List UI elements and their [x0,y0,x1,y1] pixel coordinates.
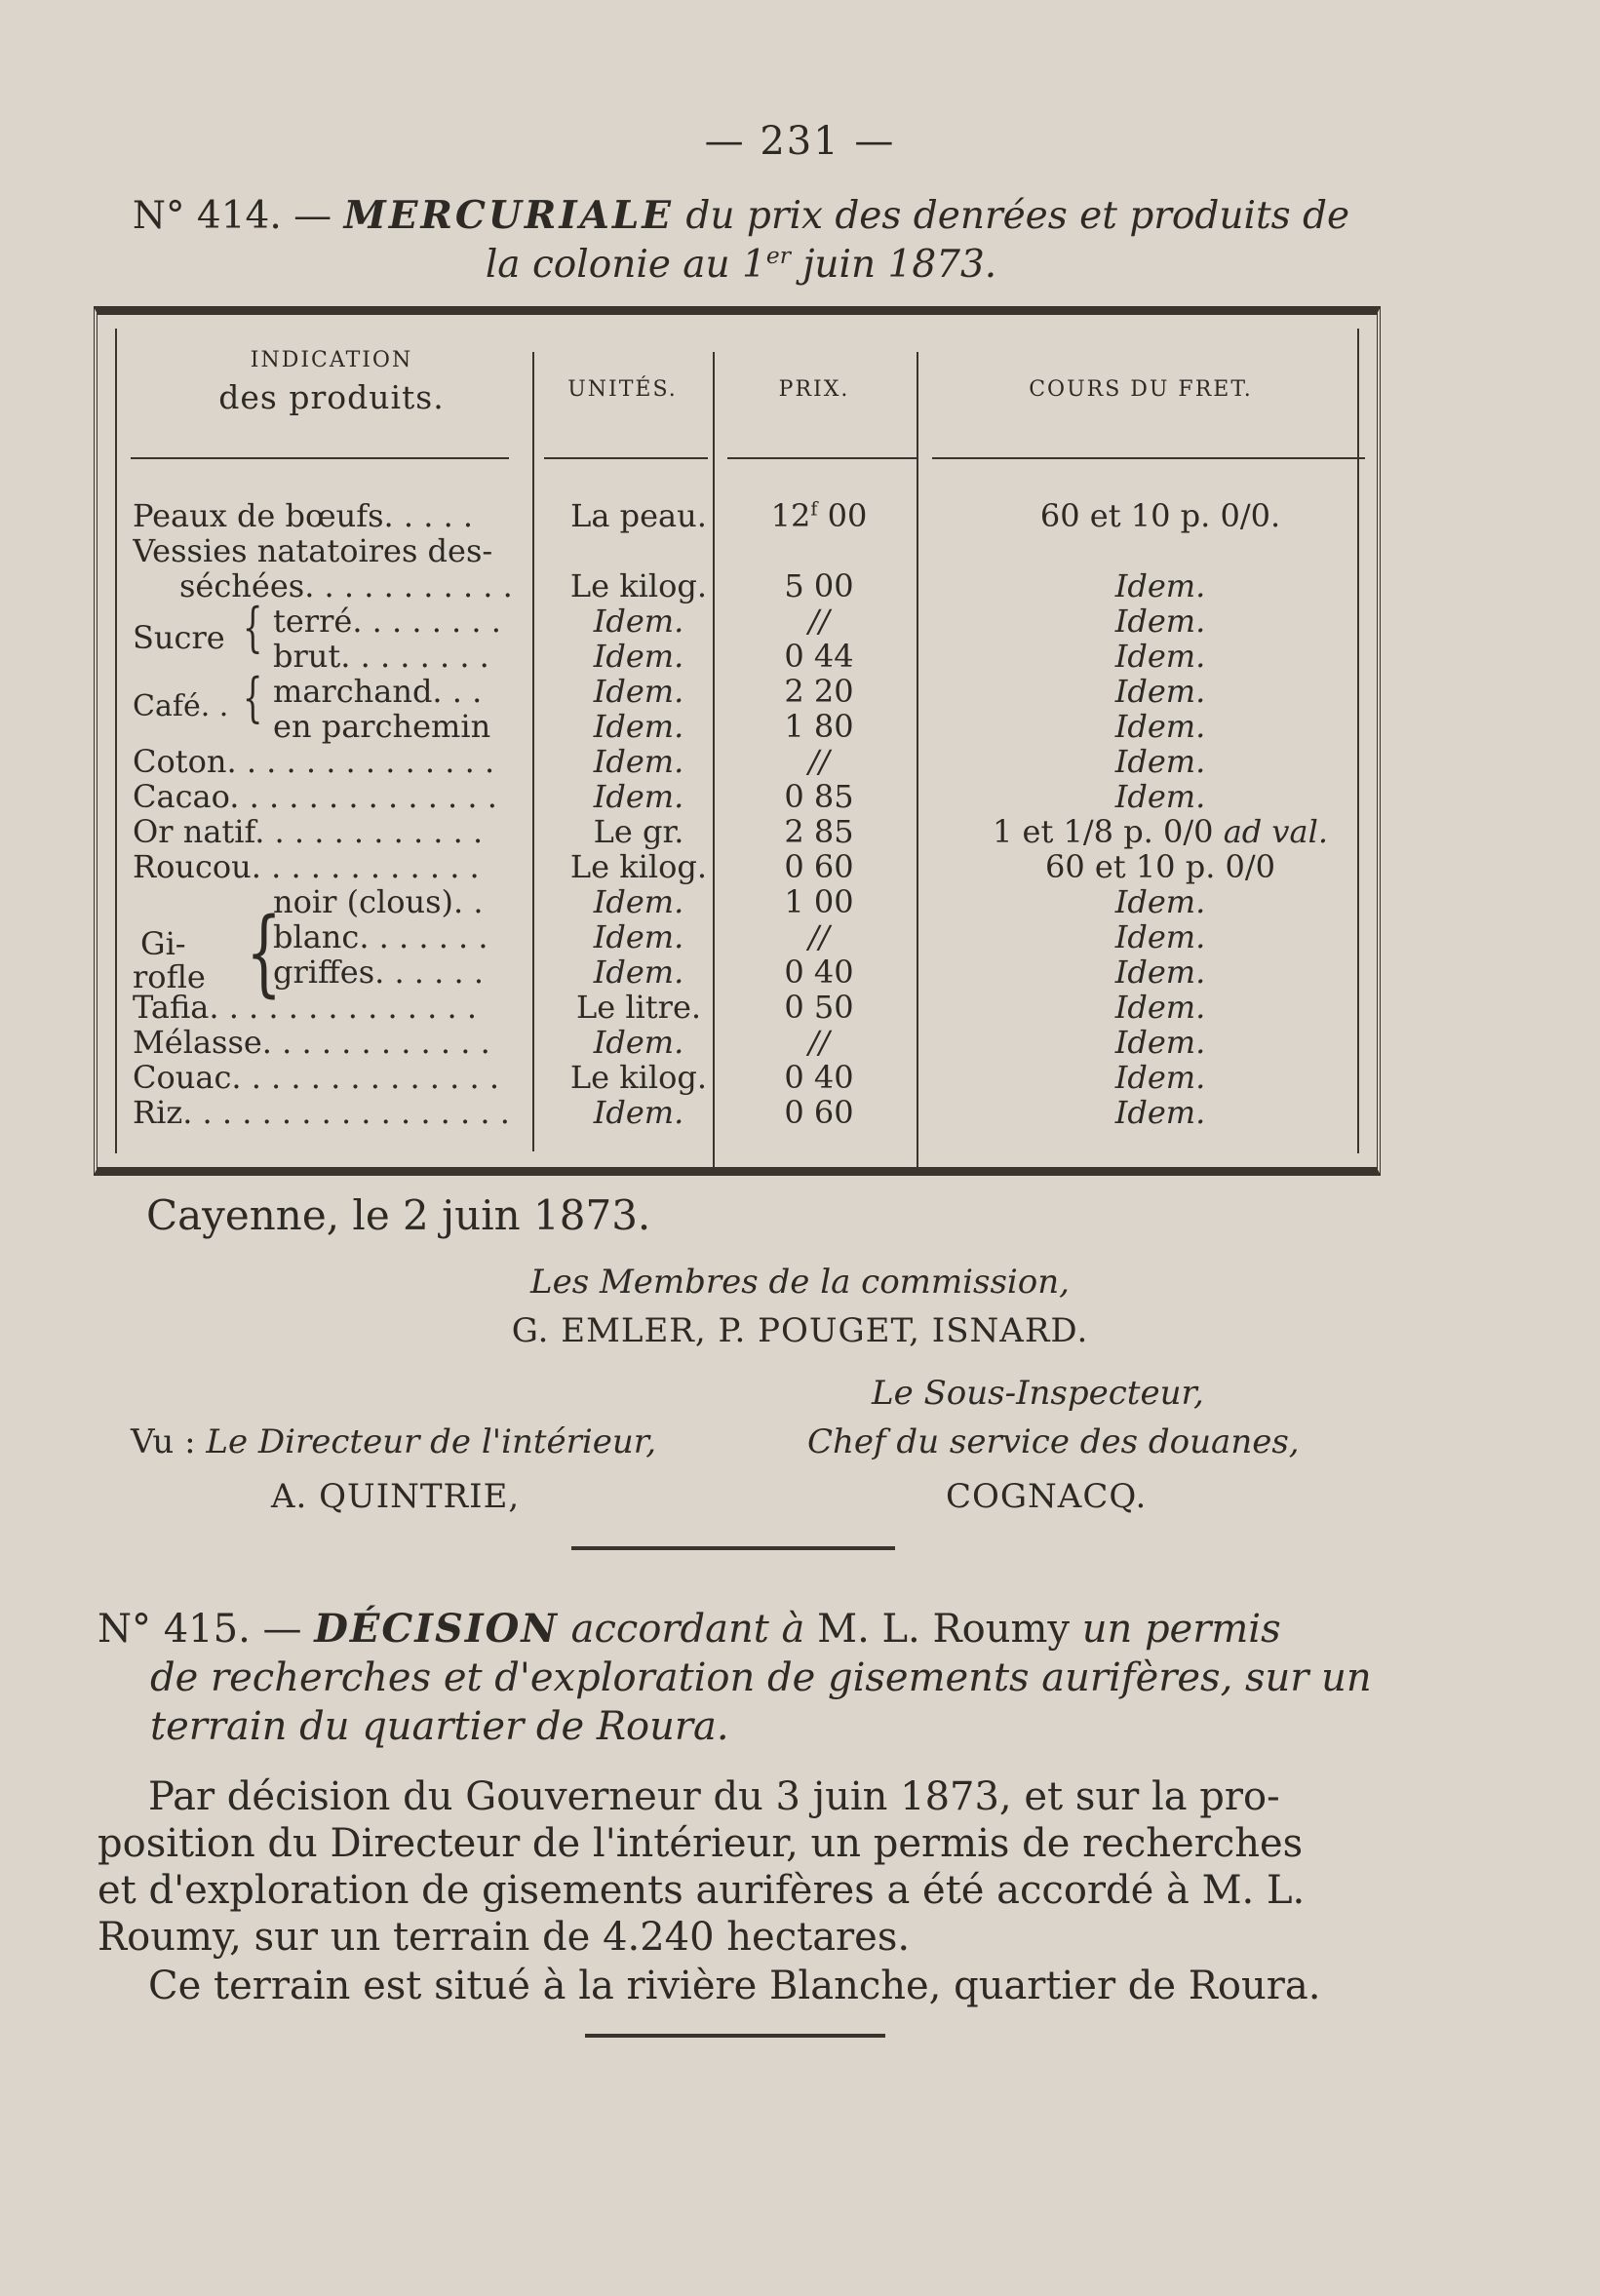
fret: Idem. [1114,778,1206,815]
fret: 60 et 10 p. 0/0. [1039,497,1281,534]
table-row [98,568,1385,603]
price [722,498,917,533]
unit: Le gr. [593,813,684,850]
fret: Idem. [1114,953,1206,991]
table-row [98,744,1385,779]
fret: Idem. [1114,743,1206,780]
page-number: — 231 — [704,119,896,164]
product-name: Tafia. . . . . . . . . . . . . . [133,990,477,1025]
fret: Idem. [1114,1094,1206,1131]
price-int: 12 [770,497,811,534]
group-label-cafe: Café. . [133,689,229,723]
table-row [98,849,1385,884]
header-unites: UNITÉS. [567,377,678,402]
product-name: Roucou. . . . . . . . . . . . [133,849,480,884]
table-row [98,814,1385,849]
section-415-heading-1 [98,1605,1281,1654]
separator-rule [571,1546,895,1550]
inspector-title-1: Le Sous-Inspecteur, [872,1374,1204,1413]
section-415-title: DÉCISION [314,1606,559,1652]
price: 0 60 [784,848,854,885]
section-414-title-sup: er [765,242,791,269]
price: // [808,918,830,955]
product-name: Couac. . . . . . . . . . . . . . [133,1060,499,1095]
director-title: Le Directeur de l'intérieur, [206,1422,657,1461]
price: // [808,603,830,640]
unit: Le kilog. [569,848,708,885]
price: 1 80 [784,708,854,745]
paragraph-line: Ce terrain est situé à la rivière Blanche, quartier de Roura. [148,1964,1321,2008]
unit: La peau. [570,497,707,534]
unit: Idem. [593,1024,684,1061]
section-414-title-rest: du prix des denrées et produits de [685,194,1350,238]
unit: Idem. [593,603,684,640]
section-415-heading-2: de recherches et d'exploration de gisements aurifères, sur un [150,1655,1372,1700]
product-name: blanc. . . . . . . [273,919,488,954]
header-rule [932,457,1365,459]
table-row [98,1025,1385,1060]
table-row [98,990,1385,1025]
table-row [98,533,1385,568]
brace-icon: { [246,898,282,1007]
price: 2 85 [784,813,854,850]
product-name: Vessies natatoires des- [133,533,493,568]
product-name: brut. . . . . . . . [273,639,489,674]
place-date: Cayenne, le 2 juin 1873. [146,1191,651,1239]
product-name: Coton. . . . . . . . . . . . . . [133,744,495,779]
header-indication [137,348,527,416]
unit: Idem. [593,708,684,745]
product-name: séchées. . . . . . . . . . . [179,568,513,603]
header-rule [727,457,918,459]
paragraph-line: Par décision du Gouverneur du 3 juin 1873, et sur la pro- [148,1774,1280,1819]
fret: Idem. [1114,567,1206,604]
paragraph-line: position du Directeur de l'intérieur, un permis de recherches [98,1821,1304,1866]
fret: Idem. [1114,918,1206,955]
fret: Idem. [1114,1024,1206,1061]
section-415-heading-3: terrain du quartier de Roura. [150,1704,729,1749]
fret: Idem. [1114,883,1206,920]
table-row [98,1095,1385,1130]
header-indication-bottom: des produits. [218,378,445,416]
director-name: A. QUINTRIE, [271,1477,521,1516]
separator-rule [585,2034,885,2038]
fret: Idem. [1114,989,1206,1026]
fret: Idem. [1114,1059,1206,1096]
product-name: noir (clous). . [273,884,484,919]
price: 0 40 [784,953,854,991]
paragraph-line: Roumy, sur un terrain de 4.240 hectares. [98,1915,911,1960]
table-row [98,1060,1385,1095]
inspector-title-2: Chef du service des douanes, [807,1422,1300,1461]
table-row [98,674,1385,709]
header-prix: PRIX. [778,377,850,402]
group-label-sucre: Sucre [133,619,225,656]
fret: Idem. [1114,638,1206,675]
section-414-title: MERCURIALE [343,193,674,238]
vu-label: Vu : [131,1422,196,1461]
product-name: griffes. . . . . . [273,954,484,990]
product-name: Riz. . . . . . . . . . . . . . . . . [133,1095,510,1130]
price-cents: 00 [827,497,868,534]
section-415-title-b: un permis [1081,1607,1281,1652]
product-name: Cacao. . . . . . . . . . . . . . [133,779,497,814]
table-row [98,603,1385,639]
price: // [808,1024,830,1061]
unit: Idem. [593,638,684,675]
header-rule [131,457,509,459]
price: 5 00 [784,567,854,604]
paragraph-line: et d'exploration de gisements aurifères a été accordé à M. L. [98,1868,1306,1913]
header-fret: COURS DU FRET. [1029,377,1253,402]
mercuriale-table [94,306,1381,1176]
price: 1 00 [784,883,854,920]
unit: Idem. [593,918,684,955]
unit: Idem. [593,883,684,920]
product-name: terré. . . . . . . . [273,603,501,639]
fret-rate: 1 et 1/8 p. 0/0 [993,813,1214,850]
table-row [98,709,1385,744]
section-414-title-line2: la colonie au 1 [485,243,766,287]
brace-icon: { [242,667,263,728]
section-414-heading [98,191,1385,290]
group-label-girofle-2: rofle [133,958,206,995]
unit: Idem. [593,953,684,991]
header-rule [544,457,708,459]
table-row [98,639,1385,674]
unit: Idem. [593,743,684,780]
members-label: Les Membres de la commission, [530,1263,1070,1302]
group-label-girofle-1: Gi- [140,925,186,962]
table-row [98,954,1385,990]
product-name: marchand. . . [273,674,483,709]
table-row [98,498,1385,533]
unit: Le kilog. [569,1059,708,1096]
section-415-number: N° 415. — [98,1607,302,1652]
brace-icon: { [242,597,263,658]
fret-ad-valorem: ad val. [1223,813,1328,850]
fret: Idem. [1114,603,1206,640]
price-sup: f [810,497,818,521]
price: 2 20 [784,673,854,710]
product-name: Peaux de bœufs. . . . . [133,498,474,533]
section-414-number: N° 414. — [132,194,332,238]
unit: Idem. [593,673,684,710]
price: 0 85 [784,778,854,815]
price: 0 44 [784,638,854,675]
unit: Idem. [593,778,684,815]
unit: Idem. [593,1094,684,1131]
fret: Idem. [1114,708,1206,745]
price: 0 60 [784,1094,854,1131]
price: // [808,743,830,780]
members-names: G. EMLER, P. POUGET, ISNARD. [511,1311,1089,1350]
product-name: Mélasse. . . . . . . . . . . . [133,1025,490,1060]
section-415-title-a: accordant à [570,1607,805,1652]
inspector-name: COGNACQ. [946,1477,1148,1516]
header-indication-top: INDICATION [250,348,413,372]
director-signature [131,1418,656,1466]
table-row [98,884,1385,919]
section-414-title-line2b: juin 1873. [802,243,997,287]
fret: 60 et 10 p. 0/0 [1044,848,1276,885]
fret [956,814,1365,849]
fret: Idem. [1114,673,1206,710]
table-row [98,779,1385,814]
table-row [98,919,1385,954]
product-name: en parchemin [273,709,491,744]
product-name: Or natif. . . . . . . . . . . . [133,814,484,849]
unit: Le kilog. [569,567,708,604]
price: 0 50 [784,989,854,1026]
section-415-title-name: M. L. Roumy [817,1607,1070,1652]
unit: Le litre. [575,989,702,1026]
price: 0 40 [784,1059,854,1096]
